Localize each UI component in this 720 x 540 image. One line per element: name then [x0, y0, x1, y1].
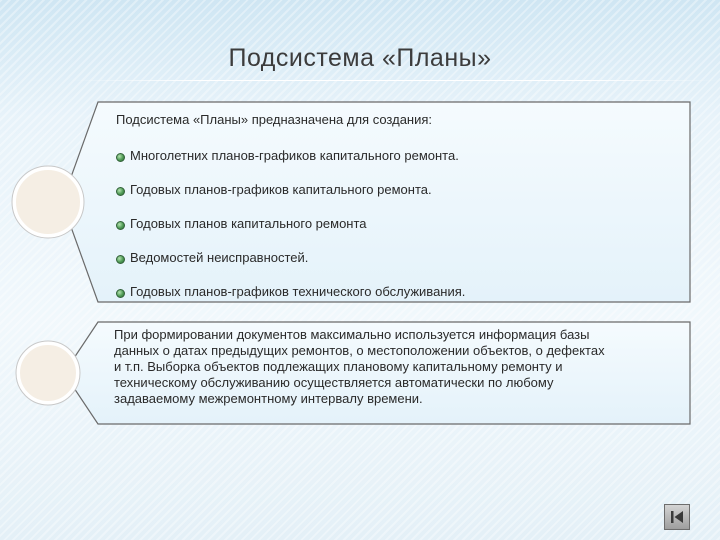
bullet-item: Многолетних планов-графиков капитального ремонта.: [116, 146, 465, 180]
back-to-start-button[interactable]: [664, 504, 690, 530]
back-to-start-icon: [665, 505, 689, 529]
slide-title: Подсистема «Планы»: [228, 44, 492, 72]
panel-2-circle: [18, 343, 78, 403]
panel-2-paragraph: [114, 327, 654, 407]
bullet-icon: [116, 153, 125, 162]
paragraph-line: техническому обслуживанию осуществляется автоматически по любому: [114, 375, 554, 390]
bullet-item: Годовых планов капитального ремонта: [116, 214, 465, 248]
paragraph-line: задаваемому межремонтному интервалу времени.: [114, 391, 423, 406]
panel-1-intro: Подсистема «Планы» предназначена для создания:: [116, 112, 433, 127]
bullet-item: Годовых планов-графиков капитального ремонта.: [116, 180, 465, 214]
bullet-item: Годовых планов-графиков технического обслуживания.: [116, 282, 465, 316]
bullet-icon: [116, 255, 125, 264]
paragraph-line: и т.п. Выборка объектов подлежащих плановому капитальному ремонту и: [114, 359, 563, 374]
paragraph-line: При формировании документов максимально используется информация базы: [114, 327, 590, 342]
paragraph-line: данных о датах предыдущих ремонтов, о местоположении объектов, о дефектах: [114, 343, 605, 358]
bullet-item: Ведомостей неисправностей.: [116, 248, 465, 282]
panel-1-circle: [14, 168, 82, 236]
bullet-icon: [116, 221, 125, 230]
panel-1-bullet-list: [116, 146, 465, 316]
bullet-icon: [116, 289, 125, 298]
bullet-icon: [116, 187, 125, 196]
